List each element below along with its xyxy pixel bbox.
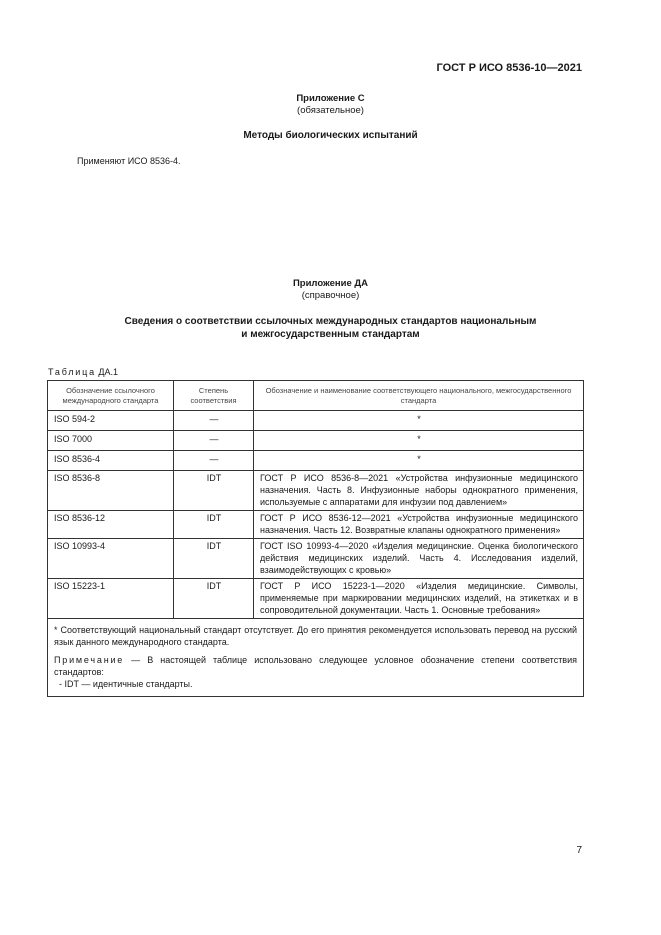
annex-da-status: (справочное)	[301, 290, 360, 301]
table-row	[48, 431, 584, 451]
row-ref: ISO 8536-8	[48, 471, 174, 511]
table-label-number: ДА.1	[98, 367, 119, 377]
row-degree: IDT	[174, 539, 254, 579]
row-national: ГОСТ ISO 10993-4—2020 «Изделия медицинские. Оценка биологического действия медицинских изделий. Часть 4. Исследования изделий, взаимодействующих с кровью»	[254, 539, 584, 579]
row-ref: ISO 594-2	[48, 411, 174, 431]
row-national: *	[254, 411, 584, 431]
row-degree: —	[174, 431, 254, 451]
row-degree: —	[174, 451, 254, 471]
annex-c-title: Приложение С	[296, 93, 365, 104]
standard-code: ГОСТ Р ИСО 8536-10—2021	[436, 62, 582, 74]
header-national-standard: Обозначение и наименование соответствующего национального, межгосударственного стандарта	[254, 381, 584, 411]
table-row	[48, 539, 584, 579]
annex-da-title: Приложение ДА	[292, 278, 369, 289]
note-item: - IDT — идентичные стандарты.	[59, 679, 193, 689]
table-label-prefix: Таблица	[48, 367, 96, 377]
correspondence-table	[47, 380, 584, 697]
table-note	[54, 654, 577, 678]
row-degree: —	[174, 411, 254, 431]
table-header-row	[48, 381, 584, 411]
annex-c-heading: Методы биологических испытаний	[243, 130, 418, 141]
note-text: — В настоящей таблице использовано следующее условное обозначение степени соответствия стандартов:	[54, 655, 577, 677]
annex-c-status: (обязательное)	[297, 105, 364, 116]
page-number: 7	[576, 845, 582, 856]
annex-c-text: Применяют ИСО 8536-4.	[77, 156, 181, 166]
row-degree: IDT	[174, 471, 254, 511]
table-row	[48, 471, 584, 511]
table-footer-row	[48, 619, 584, 697]
annex-da-heading-line2: и межгосударственным стандартам	[241, 329, 420, 340]
table-row	[48, 579, 584, 619]
table-row	[48, 511, 584, 539]
row-degree: IDT	[174, 579, 254, 619]
row-ref: ISO 8536-4	[48, 451, 174, 471]
header-degree: Степень соответствия	[174, 381, 254, 411]
row-ref: ISO 15223-1	[48, 579, 174, 619]
table-footnote: * Соответствующий национальный стандарт отсутствует. До его принятия рекомендуется использовать перевод на русский язык данного международного стандарта.	[54, 625, 577, 647]
annex-da-heading-line1: Сведения о соответствии ссылочных международных стандартов национальным	[124, 316, 537, 327]
row-national: *	[254, 431, 584, 451]
table-label	[48, 367, 118, 377]
header-ref-standard: Обозначение ссылочного международного стандарта	[48, 381, 174, 411]
note-label: Примечание	[54, 655, 125, 665]
row-ref: ISO 7000	[48, 431, 174, 451]
table-footer	[48, 619, 584, 697]
row-national: *	[254, 451, 584, 471]
row-ref: ISO 10993-4	[48, 539, 174, 579]
table-row	[48, 411, 584, 431]
row-national: ГОСТ Р ИСО 8536-8—2021 «Устройства инфузионные медицинского назначения. Часть 8. Инфузионные наборы однократного применения, используемые с аппаратами для инфузии под давлением»	[254, 471, 584, 511]
table-row	[48, 451, 584, 471]
row-national: ГОСТ Р ИСО 15223-1—2020 «Изделия медицинские. Символы, применяемые при маркировании медицинских изделий, на этикетках и в сопроводительной документации. Часть 1. Основные требования»	[254, 579, 584, 619]
row-degree: IDT	[174, 511, 254, 539]
row-national: ГОСТ Р ИСО 8536-12—2021 «Устройства инфузионные медицинского назначения. Часть 12. Возвратные клапаны однократного применения»	[254, 511, 584, 539]
row-ref: ISO 8536-12	[48, 511, 174, 539]
